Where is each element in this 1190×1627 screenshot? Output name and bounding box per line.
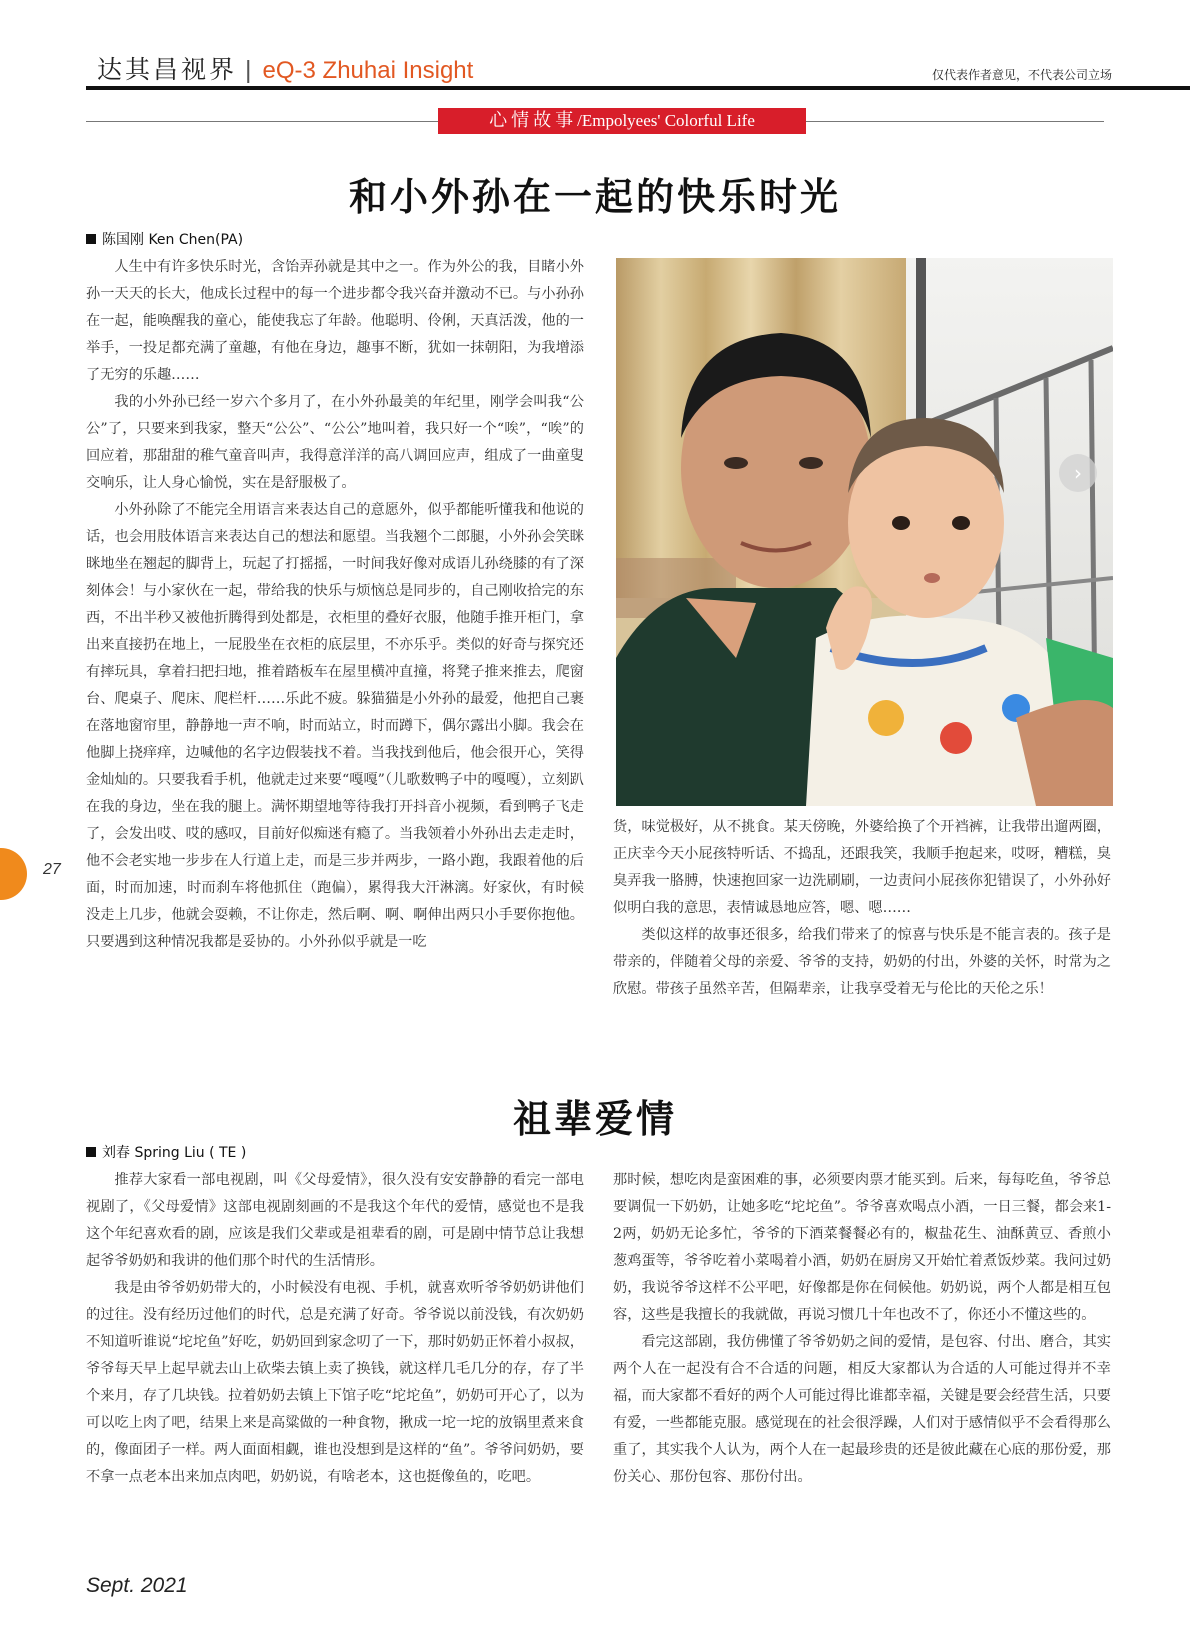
article2-paragraph: 看完这部剧，我仿佛懂了爷爷奶奶之间的爱情，是包容、付出、磨合，其实两个人在一起没有合不合适的问题，相反大家都认为合适的人可能过得并不幸福，而大家都不看好的两个人可能过得比谁都幸福，关键是要会经营生活，只要有爱，一些都能克服。感觉现在的社会很浮躁，人们对于感情似乎不会看得那么重了，其实我个人认为，两个人在一起最珍贵的还是彼此藏在心底的那份爱，那份关心、那份包容、那份付出。 — [613, 1334, 1111, 1485]
issue-date: Sept. 2021 — [86, 1574, 188, 1597]
article1-left-column — [86, 254, 584, 1066]
masthead — [97, 50, 473, 86]
article1-paragraph: 小外孙除了不能完全用语言来表达自己的意愿外，似乎都能听懂我和他说的话，也会用肢体语言来表达自己的想法和愿望。当我翘个二郎腿，小外孙会笑眯眯地坐在翘起的脚背上，玩起了打摇摇，一时间我好像对成语儿孙绕膝的有了深刻体会！与小家伙在一起，带给我的快乐与烦恼总是同步的，自己刚收拾完的东西，不出半秒又被他折腾得到处都是，衣柜里的叠好衣服，他随手推开柜门，拿出来直接扔在地上，一屁股坐在衣柜的底层里，不亦乐乎。类似的好奇与探究还有摔玩具，拿着扫把扫地，推着踏板车在屋里横冲直撞，将凳子推来推去，爬窗台、爬桌子、爬床、爬栏杆……乐此不疲。躲猫猫是小外孙的最爱，他把自己裹在落地窗帘里，静静地一声不响，时而站立，时而蹲下，偶尔露出小脚。我会在他脚上挠痒痒，边喊他的名字边假装找不着。当我找到他后，他会很开心，笑得金灿灿的。只要我看手机，他就走过来要“嘎嘎”（儿歌数鸭子中的嘎嘎），立刻趴在我的身边，坐在我的腿上。满怀期望地等待我打开抖音小视频，看到鸭子飞走了，会发出哎、哎的感叹，目前好似痴迷有瘾了。当我领着小外孙出去走走时，他不会老实地一步步在人行道上走，而是三步并两步，一路小跑，我跟着他的后面，时而加速，时而刹车将他抓住（跑偏），累得我大汗淋漓。好家伙，有时候没走上几步，他就会耍赖，不让你走，然后啊、啊、啊伸出两只小手要你抱他。只要遇到这种情况我都是妥协的。小外孙似乎就是一吃 — [86, 502, 584, 950]
article1-byline — [86, 229, 243, 249]
brand-separator: | — [245, 56, 255, 84]
grandfather-grandson-photo — [616, 258, 1113, 806]
article2-title: 祖辈爱情 — [512, 1096, 677, 1141]
header-rule — [86, 86, 1190, 90]
article2-paragraph: 那时候，想吃肉是蛮困难的事，必须要肉票才能买到。后来，每每吃鱼，爷爷总要调侃一下奶奶，让她多吃“坨坨鱼”。爷爷喜欢喝点小酒，一日三餐，都会来1-2两，奶奶无论多忙，爷爷的下酒菜餐餐必有的，椒盐花生、油酥黄豆、香煎小葱鸡蛋等，爷爷吃着小菜喝着小酒，奶奶在厨房又开始忙着煮饭炒菜。我问过奶奶，我说爷爷这样不公平吧，好像都是你在伺候他。奶奶说，两个人都是相互包容，这些是我擅长的我就做，再说习惯几十年也改不了，你还小不懂这些的。 — [613, 1172, 1111, 1323]
article2-byline — [86, 1142, 246, 1162]
article1-paragraph: 我的小外孙已经一岁六个多月了，在小外孙最美的年纪里，刚学会叫我“公公”了，只要来到我家，整天“公公”、“公公”地叫着，我只好一个“唉”，“唉”的回应着，那甜甜的稚气童音叫声，我得意洋洋的高八调回应声，组成了一曲童叟交响乐，让人身心愉悦，实在是舒服极了。 — [86, 394, 584, 491]
byline-square-icon — [86, 1147, 96, 1157]
article2-paragraph: 推荐大家看一部电视剧，叫《父母爱情》，很久没有安安静静的看完一部电视剧了，《父母爱情》这部电视剧刻画的不是我这个年代的爱情，感觉也不是我这个年纪喜欢看的剧，应该是我们父辈或是祖辈看的剧，可是剧中情节总让我想起爷爷奶奶和我讲的他们那个时代的生活情形。 — [86, 1172, 584, 1269]
article1-paragraph: 货，味觉极好，从不挑食。某天傍晚，外婆给换了个开裆裤，让我带出遛两圈，正庆幸今天小屁孩特听话、不捣乱，还跟我笑，我顺手抱起来，哎呀，糟糕，臭臭弄我一胳膊，快速抱回家一边洗刷刷，一边责问小屁孩你犯错误了，小外孙好似明白我的意思，表情诚恳地应答，嗯、嗯…… — [613, 819, 1111, 916]
page-number: 27 — [43, 861, 61, 878]
page-tab — [0, 848, 27, 900]
article2-paragraph: 我是由爷爷奶奶带大的，小时候没有电视、手机，就喜欢听爷爷奶奶讲他们的过往。没有经历过他们的时代，总是充满了好奇。爷爷说以前没钱，有次奶奶不知道听谁说“坨坨鱼”好吃，奶奶回到家念叨了一下，那时奶奶正怀着小叔叔，爷爷每天早上起早就去山上砍柴去镇上卖了换钱，就这样几毛几分的存，存了半个来月，存了几块钱。拉着奶奶去镇上下馆子吃“坨坨鱼”，奶奶可开心了，以为可以吃上肉了吧，结果上来是高粱做的一种食物，揪成一坨一坨的放锅里煮来食的，像面团子一样。两人面面相觑，谁也没想到是这样的“鱼”。爷爷问奶奶，要不拿一点老本出来加点肉吧，奶奶说，有啥老本，这也挺像鱼的，吃吧。 — [86, 1280, 584, 1485]
article2-left-column — [86, 1167, 584, 1527]
section-banner — [438, 108, 806, 134]
article1-paragraph: 类似这样的故事还很多，给我们带来了的惊喜与快乐是不能言表的。孩子是带亲的，伴随着父母的亲爱、爷爷的支持，奶奶的付出，外婆的关怀，时常为之欣慰。带孩子虽然辛苦，但隔辈亲，让我享受着无与伦比的天伦之乐！ — [613, 927, 1111, 997]
article1-title: 和小外孙在一起的快乐时光 — [348, 174, 841, 219]
section-label-en: /Empolyees' Colorful Life — [577, 111, 755, 130]
brand-en: eQ-3 Zhuhai Insight — [262, 57, 474, 84]
section-label-cn: 心情故事 — [489, 110, 578, 131]
chevron-right-icon[interactable]: › — [1059, 454, 1097, 492]
article1-right-column — [613, 814, 1111, 1068]
article2-right-column — [613, 1167, 1111, 1527]
brand-cn: 达其昌视界 — [97, 55, 238, 84]
article1-photo — [616, 258, 1113, 806]
article1-author: 陈国刚 Ken Chen(PA) — [102, 232, 244, 248]
byline-square-icon — [86, 234, 96, 244]
disclaimer: 仅代表作者意见，不代表公司立场 — [931, 68, 1112, 82]
article1-paragraph: 人生中有许多快乐时光，含饴弄孙就是其中之一。作为外公的我，目睹小外孙一天天的长大，他成长过程中的每一个进步都令我兴奋并激动不已。与小孙孙在一起，能唤醒我的童心，能使我忘了年龄。他聪明、伶俐，天真活泼，他的一举手，一投足都充满了童趣，有他在身边，趣事不断，犹如一抹朝阳，为我增添了无穷的乐趣…… — [86, 259, 584, 383]
article2-author: 刘春 Spring Liu ( TE ) — [102, 1145, 247, 1161]
